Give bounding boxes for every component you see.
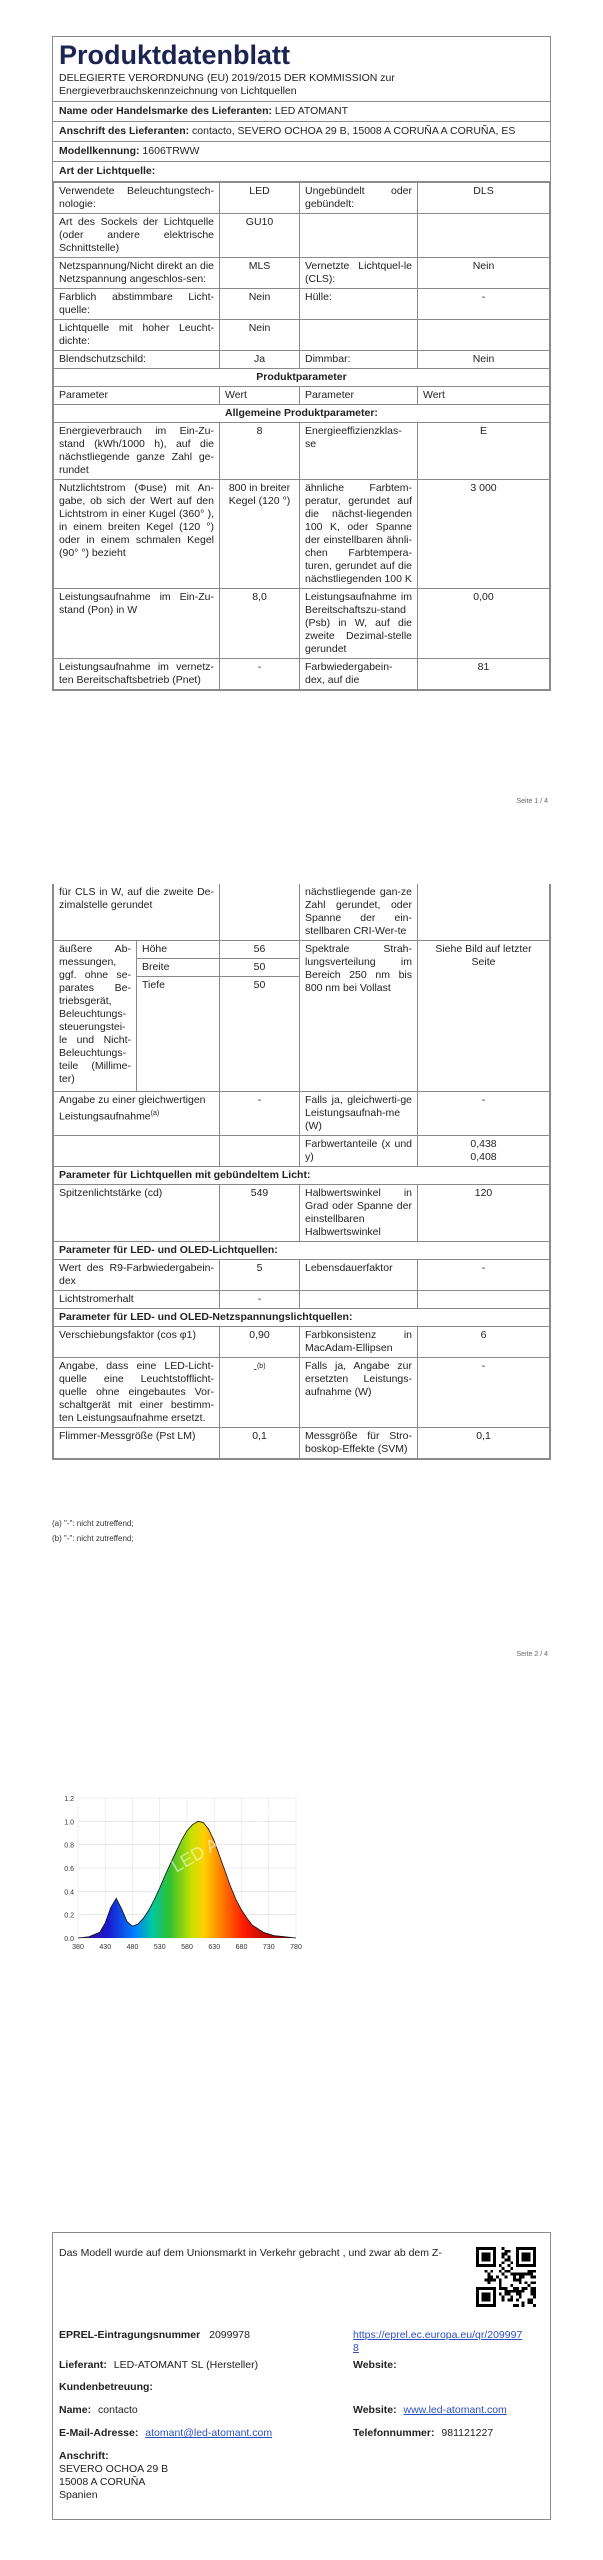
address-label: Anschrift des Lieferanten: (59, 125, 190, 137)
param-value: 120 (418, 1185, 550, 1242)
dimension-value: 50 (253, 979, 266, 991)
address-row (53, 122, 550, 142)
page-title: Produktdatenblatt (59, 40, 291, 70)
eprel-value: 2099978 (209, 2329, 250, 2341)
contact-name-row (59, 2404, 138, 2417)
param-label (54, 1092, 220, 1136)
table-row (54, 320, 550, 351)
param-label: für CLS in W, auf die zweite De-zimalstelle gerundet (54, 884, 220, 941)
dimension-value: 56 (220, 941, 299, 959)
spectrum-svg (52, 1788, 302, 1963)
eprel-link[interactable]: https://eprel.ec.europa.eu/qr/2099978 (353, 2329, 523, 2354)
param-value (418, 214, 550, 258)
dimension-values-cell (220, 941, 300, 1092)
y-axis-ticks (64, 1796, 74, 1943)
params-heading: Produktparameter (54, 369, 550, 387)
param-value: Nein (418, 351, 550, 369)
y-tick-label: 1.0 (64, 1819, 74, 1827)
table-row (54, 589, 550, 659)
model-value: 1606TRWW (142, 145, 200, 157)
param-value (418, 320, 550, 351)
eprel-label: EPREL-Eintragungsnummer (59, 2329, 201, 2341)
table-row (54, 1358, 550, 1428)
param-label: Halbwertswinkel in Grad oder Spanne der einstellbaren Halbwertswinkel (300, 1185, 418, 1242)
x-tick-label: 630 (208, 1944, 221, 1951)
spectrum-chart (52, 1788, 302, 1963)
table-row (54, 369, 550, 387)
param-label: Messgröße für Stro-boskop-Effekte (SVM) (300, 1428, 418, 1459)
param-value: Nein (220, 320, 300, 351)
param-value: 81 (418, 659, 550, 690)
column-header: Parameter (54, 387, 220, 405)
supplier-row (53, 102, 550, 122)
model-row (53, 142, 550, 162)
param-label: Spektrale Strah-lungsverteilung im Bereich 250 nm bis 800 nm bei Vollast (300, 941, 418, 1092)
param-value: 0,90 (220, 1327, 300, 1358)
column-header: Wert (418, 387, 550, 405)
registration-box (52, 2232, 551, 2520)
lightsource-heading: Art der Lichtquelle: (53, 162, 550, 182)
param-value (418, 1136, 550, 1167)
chroma-x: 0,438 (470, 1138, 497, 1150)
param-label: Leistungsaufnahme im Bereitschaftszu-stand (Psb) in W, auf die zweite Dezimal-stelle gerundet (300, 589, 418, 659)
regulation-text: DELEGIERTE VERORDNUNG (EU) 2019/2015 DER KOMMISSION zur Energieverbrauchskennzeichnung von Lichtquellen (53, 71, 550, 102)
y-tick-label: 0.4 (64, 1889, 74, 1897)
x-axis-ticks (72, 1944, 302, 1951)
y-tick-label: 0.2 (64, 1912, 74, 1920)
general-params-heading: Allgemeine Produktparameter: (54, 405, 550, 423)
table-row (54, 258, 550, 289)
param-label: Leistungsaufnahme im vernetz-ten Bereitschaftsbetrieb (Pnet) (54, 659, 220, 690)
table-row (54, 214, 550, 258)
address-block (59, 2450, 168, 2502)
table-header-row (54, 387, 550, 405)
x-tick-label: 430 (99, 1944, 112, 1951)
contact-website-row (353, 2404, 507, 2417)
qr-code-icon[interactable] (476, 2247, 536, 2307)
param-label: Farblich abstimmbare Licht-quelle: (54, 289, 220, 320)
param-label (300, 320, 418, 351)
param-value: - (220, 1291, 300, 1309)
chroma-y: 0,408 (470, 1151, 497, 1163)
param-value: 8,0 (220, 589, 300, 659)
name-label: Name: (59, 2404, 92, 2416)
x-tick-label: 380 (72, 1944, 84, 1951)
page-number: Seite 1 / 4 (516, 798, 548, 805)
service-label: Kundenbetreuung: (59, 2381, 153, 2393)
param-value: - (418, 289, 550, 320)
param-label: Leistungsaufnahme im Ein-Zu-stand (Pon) in W (54, 589, 220, 659)
param-value (418, 884, 550, 941)
eprel-row (59, 2329, 250, 2342)
param-label: Spitzenlichtstärke (cd) (54, 1185, 220, 1242)
param-label: Dimmbar: (300, 351, 418, 369)
param-value (418, 1291, 550, 1309)
address-line: 15008 A CORUÑA (59, 2476, 146, 2488)
param-value: 3 000 (418, 480, 550, 589)
param-value: Nein (220, 289, 300, 320)
param-label: Verwendete Beleuchtungstech-nologie: (54, 183, 220, 214)
param-value: GU10 (220, 214, 300, 258)
phone-value: 981121227 (441, 2427, 494, 2439)
table-row (54, 405, 550, 423)
param-label: ähnliche Farbtem-peratur, gerundet auf die nächst-liegenden 100 K, oder Spanne der einstellbaren ähnli-chen Farbtempera-turen, gerundet auf die nächstliegenden 100 K (300, 480, 418, 589)
spectrum-area (78, 1821, 296, 1938)
y-tick-label: 0.8 (64, 1842, 74, 1850)
table-row (54, 423, 550, 480)
table-row (54, 1428, 550, 1459)
supplier-value: LED-ATOMANT SL (Hersteller) (113, 2359, 259, 2371)
footnote-b: (b) "-": nicht zutreffend; (52, 1534, 134, 1543)
table-row (54, 1260, 550, 1291)
y-tick-label: 0.6 (64, 1866, 74, 1873)
param-label: Lichtquelle mit hoher Leucht-dichte: (54, 320, 220, 351)
param-label: Art des Sockels der Lichtquelle (oder andere elektrische Schnittstelle) (54, 214, 220, 258)
param-value (220, 1358, 300, 1428)
x-tick-label: 580 (181, 1944, 193, 1951)
param-label: Falls ja, gleichwerti-ge Leistungsaufnah-me (W) (300, 1092, 418, 1136)
param-value: 8 (220, 423, 300, 480)
datasheet-page-1 (52, 36, 551, 691)
param-value: MLS (220, 258, 300, 289)
param-value (220, 884, 300, 941)
table-row (54, 1185, 550, 1242)
table-row (54, 351, 550, 369)
param-value: 800 in breiter Kegel (120 °) (220, 480, 300, 589)
address-line: Spanien (59, 2489, 98, 2501)
param-value: 0,1 (418, 1428, 550, 1459)
param-value: Siehe Bild auf letzter Seite (418, 941, 550, 1092)
table-row (54, 289, 550, 320)
website2-label: Website: (353, 2404, 397, 2416)
datasheet-page-2 (52, 884, 551, 1460)
table-row (54, 1309, 550, 1327)
y-tick-label: 0.0 (64, 1936, 74, 1943)
dimensions-table (54, 941, 219, 1091)
model-label: Modellkennung: (59, 145, 140, 157)
table-row (54, 1242, 550, 1260)
x-tick-label: 680 (235, 1944, 248, 1951)
param-label: Falls ja, Angabe zur ersetzten Leistungs-aufnahme (W) (300, 1358, 418, 1428)
dimension-name: Höhe (137, 941, 220, 959)
param-label: Blendschutzschild: (54, 351, 220, 369)
table-row (54, 183, 550, 214)
address-label: Anschrift: (59, 2450, 109, 2462)
params-table-continued (53, 884, 550, 1459)
lightsource-table (53, 182, 550, 690)
mains-heading: Parameter für LED- und OLED-Netzspannungslichtquellen: (54, 1309, 550, 1327)
param-label: Lichtstromerhalt (54, 1291, 220, 1309)
param-label: Farbwiedergabein-dex, auf die (300, 659, 418, 690)
param-value: Nein (418, 258, 550, 289)
watermark-logo: LED ATOMANT (168, 1796, 287, 1877)
param-label: nächstliegende gan-ze Zahl gerundet, oder Spanne der ein-stellbaren CRI-Wer-te (300, 884, 418, 941)
dimensions-label: äußere Ab-messungen, ggf. ohne se-parates Be-triebsgerät, Beleuchtungs-steuerungstei-le und Nicht-Beleuchtungs-teile (Millime-ter) (54, 941, 137, 1091)
table-row (54, 1291, 550, 1309)
param-value: - (418, 1358, 550, 1428)
param-value: 5 (220, 1260, 300, 1291)
email-link[interactable]: atomant@led-atomant.com (145, 2427, 273, 2439)
footnote-a: (a) "-": nicht zutreffend; (52, 1519, 134, 1528)
dimension-value: 50 (220, 959, 299, 977)
table-row (54, 884, 550, 941)
param-label (300, 214, 418, 258)
table-row (54, 1136, 550, 1167)
website-link[interactable]: www.led-atomant.com (403, 2404, 507, 2416)
table-row (54, 1167, 550, 1185)
param-label: Lebensdauerfaktor (300, 1260, 418, 1291)
column-header: Wert (220, 387, 300, 405)
page-number: Seite 2 / 4 (516, 1651, 548, 1658)
address-value: contacto, SEVERO OCHOA 29 B, 15008 A CORUÑA A CORUÑA, ES (192, 125, 516, 137)
param-label: Farbkonsistenz in MacAdam-Ellipsen (300, 1327, 418, 1358)
param-value: LED (220, 183, 300, 214)
phone-row (353, 2427, 493, 2440)
param-value (220, 1136, 300, 1167)
phone-label: Telefonnummer: (353, 2427, 435, 2439)
param-label (300, 1291, 418, 1309)
equiv-label: Angabe zu einer gleichwertigen Leistungsaufnahme (59, 1094, 206, 1123)
email-label: E-Mail-Adresse: (59, 2427, 139, 2439)
param-label: Hülle: (300, 289, 418, 320)
table-row (54, 480, 550, 589)
param-value: - (418, 1092, 550, 1136)
param-label: Farbwertanteile (x und y) (300, 1136, 418, 1167)
beam-heading: Parameter für Lichtquellen mit gebündeltem Licht: (54, 1167, 550, 1185)
param-label: Ungebündelt oder gebündelt: (300, 183, 418, 214)
param-value: 0,1 (220, 1428, 300, 1459)
param-value: 549 (220, 1185, 300, 1242)
address-line: SEVERO OCHOA 29 B (59, 2463, 169, 2475)
param-value: Ja (220, 351, 300, 369)
param-label: Wert des R9-Farbwiedergabein-dex (54, 1260, 220, 1291)
param-value: - (418, 1260, 550, 1291)
param-value: DLS (418, 183, 550, 214)
website-label: Website: (353, 2359, 397, 2371)
param-label: Netzspannung/Nicht direkt an die Netzspannung angeschlos-sen: (54, 258, 220, 289)
param-label: Energieverbrauch im Ein-Zu-stand (kWh/1000 h), auf die nächstliegende ganze Zahl ge-rundet (54, 423, 220, 480)
param-label: Verschiebungsfaktor (cos φ1) (54, 1327, 220, 1358)
column-header: Parameter (300, 387, 418, 405)
table-row (54, 659, 550, 690)
param-label (54, 1136, 220, 1167)
x-tick-label: 730 (262, 1944, 275, 1951)
dimension-name: Tiefe (142, 979, 165, 991)
param-value: 0,00 (418, 589, 550, 659)
param-label: Flimmer-Messgröße (Pst LM) (54, 1428, 220, 1459)
x-tick-label: 480 (126, 1944, 139, 1951)
supplier-label: Lieferant: (59, 2359, 107, 2371)
param-value: 6 (418, 1327, 550, 1358)
footnote-ref: (b) (256, 1363, 266, 1370)
param-label: Energieeffizienzklas-se (300, 423, 418, 480)
param-value: - (220, 1092, 300, 1136)
x-tick-label: 780 (290, 1944, 302, 1951)
name-value: contacto (98, 2404, 138, 2416)
table-row (54, 1327, 550, 1358)
replace-value: - (253, 1363, 257, 1376)
x-tick-label: 530 (153, 1944, 166, 1951)
led-heading: Parameter für LED- und OLED-Lichtquellen: (54, 1242, 550, 1260)
param-label: Angabe, dass eine LED-Licht-quelle eine Leuchtstofflicht-quelle ohne eingebautes Vor-schaltgerät mit einer bestimm-ten Leistungsaufnahme ersetzt. (54, 1358, 220, 1428)
market-intro: Das Modell wurde auf dem Unionsmarkt in Verkehr gebracht , und zwar ab dem Z- (59, 2247, 442, 2259)
y-tick-label: 1.2 (64, 1796, 74, 1803)
supplier-label: Name oder Handelsmarke des Lieferanten: (59, 105, 272, 117)
param-label: Vernetzte Lichtquel-le (CLS): (300, 258, 418, 289)
dimension-name: Breite (137, 959, 220, 977)
param-value: E (418, 423, 550, 480)
supplier-row (59, 2359, 258, 2372)
footnote-ref: (a) (150, 1110, 160, 1117)
table-row (54, 941, 550, 1092)
param-value: - (220, 659, 300, 690)
param-label: Nutzlichtstrom (Φuse) mit An-gabe, ob sich der Wert auf den Lichtstrom in einer Kugel (360° ), in einem breiten Kegel (120 °) oder in einem schmalen Kegel (90° °) bezieht (54, 480, 220, 589)
table-row (54, 1092, 550, 1136)
email-row (59, 2427, 272, 2440)
supplier-value: LED ATOMANT (274, 105, 349, 117)
dimensions-cell (54, 941, 220, 1092)
